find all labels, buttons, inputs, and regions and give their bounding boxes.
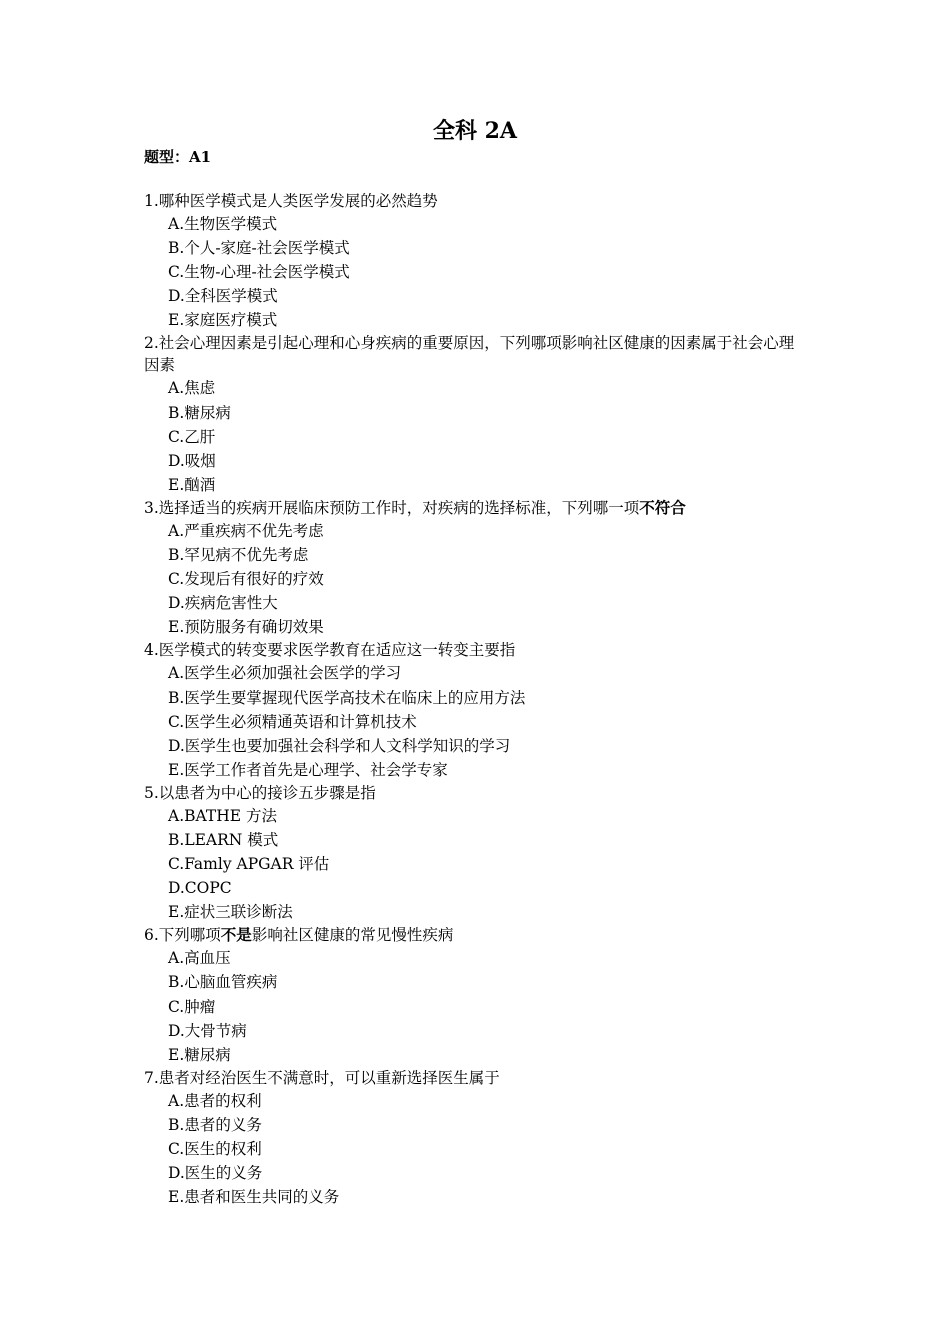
option-c: C.肿瘤 [168, 997, 216, 1016]
option-b: B.LEARN 模式 [168, 830, 279, 849]
question-stem [144, 190, 804, 212]
option-b: B.医学生要掌握现代医学高技术在临床上的应用方法 [168, 688, 526, 707]
question-6 [144, 924, 804, 1066]
option-d: D.大骨节病 [168, 1021, 247, 1040]
option-a: A.BATHE 方法 [168, 806, 277, 825]
option-d: D.疾病危害性大 [168, 594, 278, 613]
option-list [144, 212, 804, 332]
question-list [144, 190, 804, 1209]
question-2 [144, 332, 804, 496]
option-d: D.全科医学模式 [168, 287, 278, 306]
option-e: E.酗酒 [168, 475, 216, 494]
option-e: E.症状三联诊断法 [168, 903, 293, 922]
question-5 [144, 782, 804, 924]
document-title: 全科 2A [432, 118, 518, 144]
stem-text: 1.哪种医学模式是人类医学发展的必然趋势 [144, 192, 438, 210]
option-list [144, 946, 804, 1066]
stem-text: 5.以患者为中心的接诊五步骤是指 [144, 783, 376, 802]
option-a: A.焦虑 [168, 379, 216, 398]
stem-text-after: 影响社区健康的常见慢性疾病 [251, 926, 454, 945]
option-list [144, 519, 804, 639]
option-d: D.医生的义务 [168, 1164, 263, 1183]
question-4 [144, 639, 804, 781]
option-c: C.医生的权利 [168, 1140, 262, 1158]
option-e: E.医学工作者首先是心理学、社会学专家 [168, 760, 448, 779]
option-list [144, 804, 804, 924]
question-stem [144, 924, 804, 946]
stem-text: 7.患者对经治医生不满意时，可以重新选择医生属于 [144, 1068, 500, 1087]
option-d: D.吸烟 [168, 451, 216, 470]
option-a: A.医学生必须加强社会医学的学习 [168, 664, 402, 683]
question-type-label: 题型：A1 [144, 148, 212, 166]
option-b: B.个人-家庭-社会医学模式 [168, 239, 350, 258]
option-b: B.糖尿病 [168, 403, 231, 422]
option-b: B.心脑血管疾病 [168, 973, 278, 992]
option-c: C.发现后有很好的疗效 [168, 570, 324, 589]
option-d: D.COPC [168, 879, 232, 898]
option-d: D.医学生也要加强社会科学和人文科学知识的学习 [168, 736, 511, 755]
option-e: E.预防服务有确切效果 [168, 618, 324, 637]
option-c: C.乙肝 [168, 427, 216, 446]
option-e: E.患者和医生共同的义务 [168, 1188, 340, 1207]
option-a: A.严重疾病不优先考虑 [168, 521, 324, 540]
option-a: A.高血压 [168, 949, 231, 968]
question-stem [144, 1067, 804, 1089]
stem-text: 4.医学模式的转变要求医学教育在适应这一转变主要指 [144, 641, 516, 660]
question-stem [144, 782, 804, 804]
question-1 [144, 190, 804, 332]
option-c: C.生物-心理-社会医学模式 [168, 263, 350, 282]
option-list [144, 376, 804, 496]
question-stem [144, 497, 804, 519]
stem-text: 2.社会心理因素是引起心理和心身疾病的重要原因，下列哪项影响社区健康的因素属于社会心理因素 [144, 334, 795, 375]
option-e: E.糖尿病 [168, 1045, 231, 1064]
option-list [144, 661, 804, 781]
option-b: B.患者的义务 [168, 1115, 262, 1134]
option-c: C.Famly APGAR 评估 [168, 855, 330, 874]
stem-emphasis: 不是 [220, 925, 252, 945]
option-a: A.患者的权利 [168, 1091, 262, 1110]
option-c: C.医学生必须精通英语和计算机技术 [168, 712, 417, 731]
option-list [144, 1089, 804, 1209]
question-stem [144, 332, 804, 376]
stem-text: 6.下列哪项 [144, 926, 221, 945]
question-7 [144, 1067, 804, 1209]
question-3 [144, 497, 804, 639]
question-stem [144, 639, 804, 661]
stem-text: 3.选择适当的疾病开展临床预防工作时，对疾病的选择标准，下列哪一项 [144, 498, 640, 517]
option-e: E.家庭医疗模式 [168, 311, 278, 330]
option-b: B.罕见病不优先考虑 [168, 546, 309, 565]
option-a: A.生物医学模式 [168, 215, 278, 233]
stem-emphasis: 不符合 [639, 497, 686, 517]
